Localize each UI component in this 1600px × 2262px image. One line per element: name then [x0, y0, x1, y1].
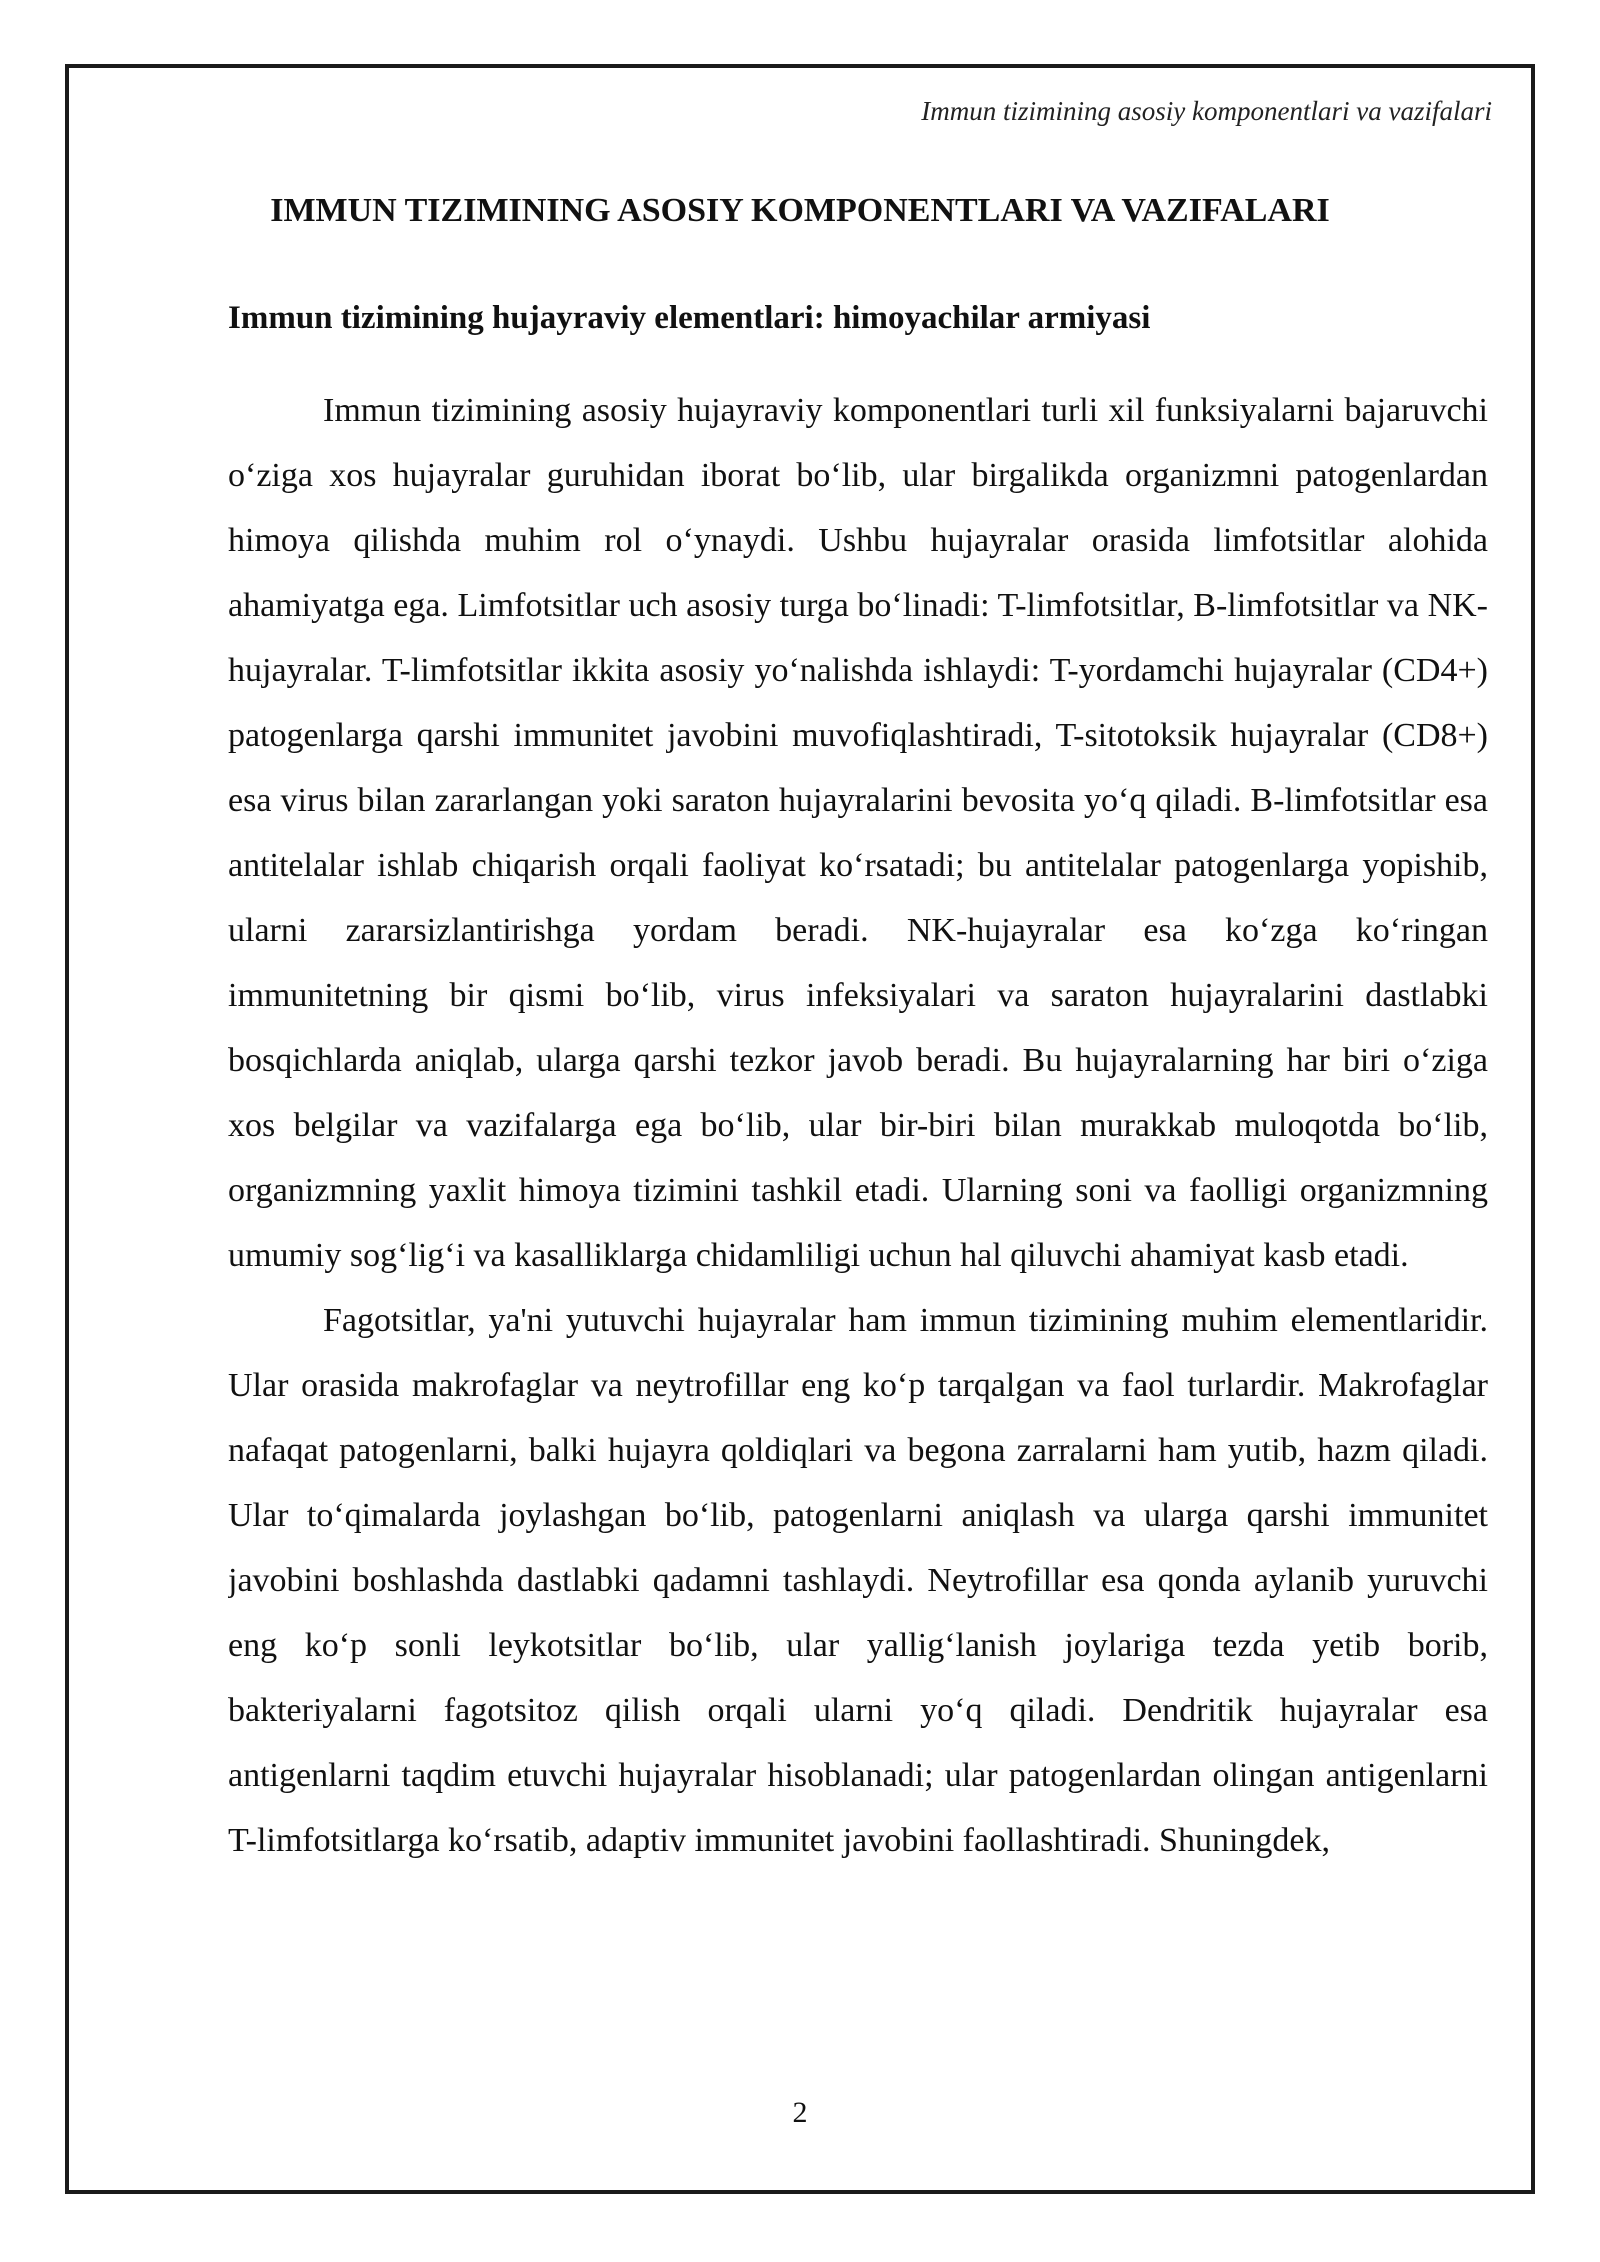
page-number: 2 — [792, 2096, 808, 2129]
paragraph: Immun tizimining asosiy hujayraviy komponentlari turli xil funksiyalarni bajaruvchi o‘ziga xos hujayralar guruhidan iborat bo‘lib, ular birgalikda organizmni patogenlardan himoya qilishda muhim rol o‘ynaydi. Ushbu hujayralar orasida limfotsitlar alohida ahamiyatga ega. Limfotsitlar uch asosiy turga bo‘linadi: T-limfotsitlar, B-limfotsitlar va NK-hujayralar. T-limfotsitlar ikkita asosiy yo‘nalishda ishlaydi: T-yordamchi hujayralar (CD4+) patogenlarga qarshi immunitet javobini muvofiqlashtiradi, T-sitotoksik hujayralar (CD8+) esa virus bilan zararlangan yoki saraton hujayralarini bevosita yo‘q qiladi. B-limfotsitlar esa antitelalar ishlab chiqarish orqali faoliyat ko‘rsatadi; bu antitelalar patogenlarga yopishib, ularni zararsizlantirishga yordam beradi. NK-hujayralar esa ko‘zga ko‘ringan immunitetning bir qismi bo‘lib, virus infeksiyalari va saraton hujayralarini dastlabki bosqichlarda aniqlab, ularga qarshi tezkor javob beradi. Bu hujayralarning har biri o‘ziga xos belgilar va vazifalarga ega bo‘lib, ular bir-biri bilan murakkab muloqotda bo‘lib, organizmning yaxlit himoya tizimini tashkil etadi. Ularning soni va faolligi organizmning umumiy sog‘lig‘i va kasalliklarga chidamliligi uchun hal qiluvchi ahamiyat kasb etadi. — [228, 392, 1488, 1274]
running-header: Immun tizimining asosiy komponentlari va vazifalari — [921, 96, 1492, 126]
document-title: IMMUN TIZIMINING ASOSIY KOMPONENTLARI VA VAZIFALARI — [270, 192, 1330, 229]
body-text — [228, 378, 1488, 2068]
paragraph: Fagotsitlar, ya'ni yutuvchi hujayralar ham immun tizimining muhim elementlaridir. Ular orasida makrofaglar va neytrofillar eng ko‘p tarqalgan va faol turlardir. Makrofaglar nafaqat patogenlarni, balki hujayra qoldiqlari va begona zarralarni ham yutib, hazm qiladi. Ular to‘qimalarda joylashgan bo‘lib, patogenlarni aniqlash va ularga qarshi immunitet javobini boshlashda dastlabki qadamni tashlaydi. Neytrofillar esa qonda aylanib yuruvchi eng ko‘p sonli leykotsitlar bo‘lib, ular yallig‘lanish joylariga tezda yetib borib, bakteriyalarni fagotsitoz qilish orqali ularni yo‘q qiladi. Dendritik hujayralar esa antigenlarni taqdim etuvchi hujayralar hisoblanadi; ular patogenlardan olingan antigenlarni T-limfotsitlarga ko‘rsatib, adaptiv immunitet javobini faollashtiradi. Shuningdek, — [228, 1302, 1488, 1859]
section-heading: Immun tizimining hujayraviy elementlari: himoyachilar armiyasi — [228, 300, 1151, 336]
